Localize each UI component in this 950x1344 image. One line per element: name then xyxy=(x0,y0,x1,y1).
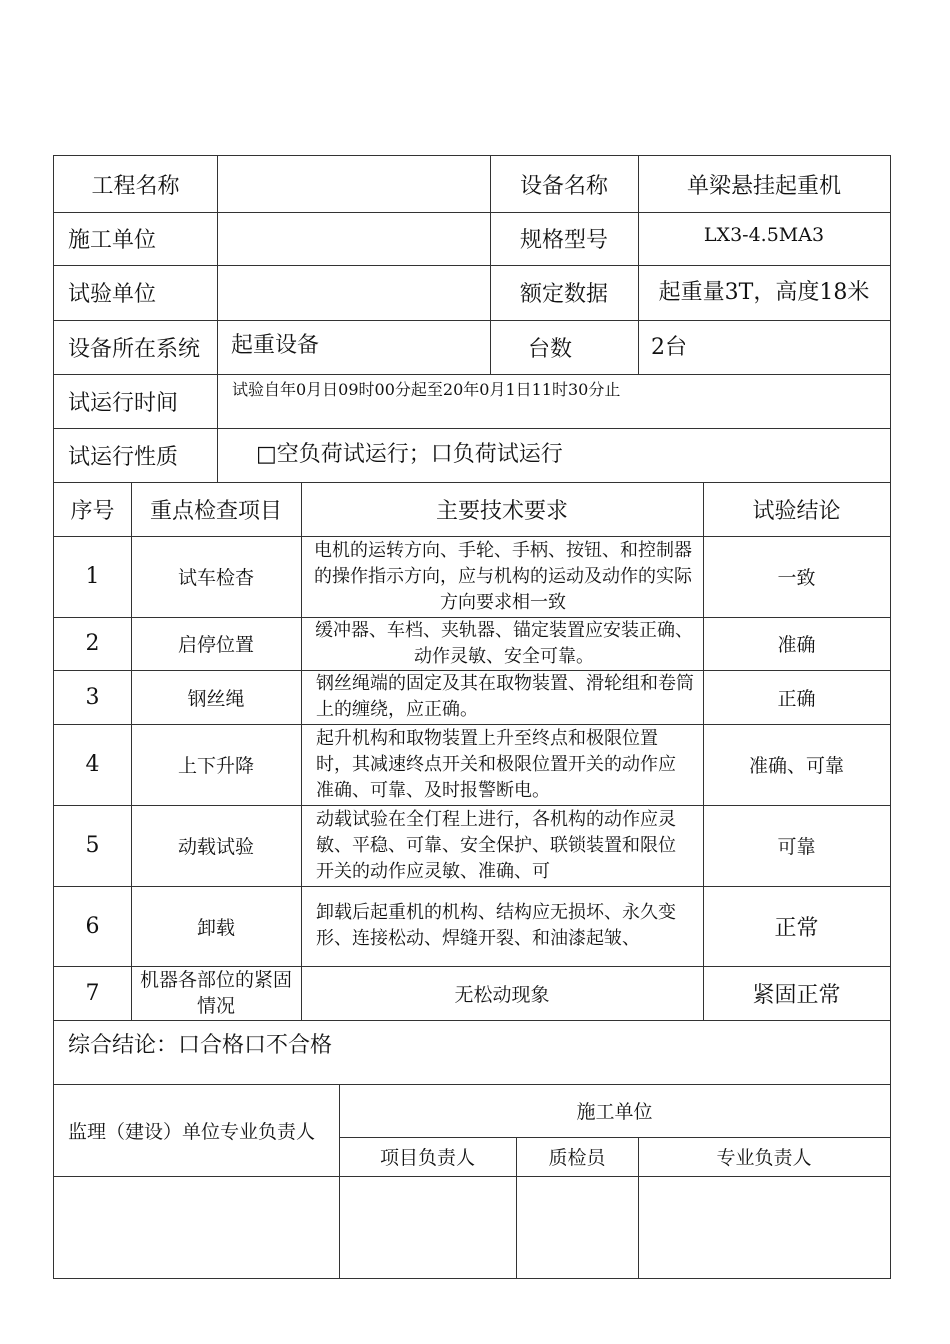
test-unit-label: 试验单位 xyxy=(68,282,157,307)
construction-unit-value xyxy=(224,212,486,265)
specialist-signature-cell xyxy=(638,1176,890,1276)
table-row-no: 6 xyxy=(85,913,100,939)
project-manager-signature-cell xyxy=(339,1176,516,1276)
table-row-no: 4 xyxy=(85,752,100,777)
trial-time-label: 试运行时间 xyxy=(68,390,179,416)
system-value: 起重设备 xyxy=(231,332,320,358)
system-label: 设备所在系统 xyxy=(68,336,201,362)
quality-inspector-signature-cell xyxy=(516,1176,638,1276)
table-row-result: 紧固正常 xyxy=(752,982,841,1008)
header-result: 试验结论 xyxy=(752,498,841,524)
header-no: 序号 xyxy=(70,498,115,524)
table-row-no: 1 xyxy=(85,564,100,589)
table-row-item: 启停位置 xyxy=(177,634,254,656)
table-row-item: 动载试验 xyxy=(177,836,254,858)
project-name-value xyxy=(224,156,486,212)
table-row-no: 3 xyxy=(85,684,100,710)
count-label: 台数 xyxy=(528,336,573,362)
equipment-name-label: 设备名称 xyxy=(519,173,608,199)
table-row-requirement: 钢丝绳端的固定及其在取物装置、滑轮组和卷筒上的缠绕，应正确。 xyxy=(316,673,694,720)
table-row-no: 5 xyxy=(85,833,100,858)
model-value: LX3-4.5MA3 xyxy=(703,224,825,246)
table-row-item: 卸载 xyxy=(196,916,235,939)
equipment-name-value: 单梁悬挂起重机 xyxy=(686,173,841,199)
table-row-requirement: 无松动现象 xyxy=(454,983,550,1006)
count-value: 2台 xyxy=(651,334,687,360)
table-row-requirement: 缓冲器、车档、夹轨器、锚定装置应安装正确、动作灵敏、安全可靠。 xyxy=(315,619,693,667)
construction-unit-header: 施工单位 xyxy=(576,1101,653,1123)
table-row-no: 7 xyxy=(85,980,100,1006)
trial-nature-label: 试运行性质 xyxy=(68,444,179,470)
model-label: 规格型号 xyxy=(519,228,608,253)
supervisor-responsible-label: 监理（建设）单位专业负责人 xyxy=(68,1120,316,1143)
table-row-requirement: 动载试验在全仃程上进行，各机构的动作应灵敏、平稳、可靠、安全保护、联锁装置和限位开关的动作应灵敏、准确、可 xyxy=(316,808,676,882)
inspection-record-form xyxy=(53,155,891,1279)
rated-data-label: 额定数据 xyxy=(519,282,608,307)
table-row-result: 正常 xyxy=(774,915,819,941)
table-row-item: 试车检杳 xyxy=(177,567,254,589)
test-unit-value xyxy=(224,265,486,320)
specialist-responsible-label: 专业负责人 xyxy=(716,1147,812,1169)
table-row-result: 可靠 xyxy=(777,836,816,858)
rated-data-value: 起重量3T，高度18米 xyxy=(658,279,870,305)
trial-time-value: 试验自年0月日09时00分起至20年0月1日11时30分止 xyxy=(232,379,621,399)
header-item: 重点检查项目 xyxy=(149,498,282,524)
table-row-requirement: 卸载后起重机的机构、结构应无损坏、永久变形、连接松动、焊缝开裂、和油漆起皱、 xyxy=(316,902,676,949)
project-name-label: 工程名称 xyxy=(91,173,180,199)
quality-inspector-label: 质检员 xyxy=(548,1147,606,1169)
overall-conclusion: 综合结论：口合格口不合格 xyxy=(68,1032,333,1058)
table-row-item: 机器各部位的紧固情况 xyxy=(140,969,292,1017)
table-row-requirement: 起升机构和取物装置上升至终点和极限位置时，其减速终点开关和极限位置开关的动作应准确、可靠、及时报警断电。 xyxy=(316,727,676,801)
table-row-result: 正确 xyxy=(777,687,816,710)
construction-unit-label: 施工单位 xyxy=(68,228,157,253)
table-row-item: 上下升降 xyxy=(177,755,254,777)
table-row-item: 钢丝绳 xyxy=(187,687,245,710)
table-row-no: 2 xyxy=(85,631,100,656)
trial-nature-value: □空负荷试运行；口负荷试运行 xyxy=(256,441,563,467)
supervisor-signature-cell xyxy=(54,1176,339,1276)
table-row-result: 一致 xyxy=(777,567,816,589)
table-row-result: 准确、可靠 xyxy=(748,755,844,777)
header-requirement: 主要技术要求 xyxy=(435,498,568,524)
table-row-result: 准确 xyxy=(777,634,816,656)
project-manager-label: 项目负责人 xyxy=(379,1147,475,1169)
table-row-requirement: 电机的运转方向、手轮、手柄、按钮、和控制器的操作指示方向，应与机构的运动及动作的实际方向要求相一致 xyxy=(314,539,692,613)
